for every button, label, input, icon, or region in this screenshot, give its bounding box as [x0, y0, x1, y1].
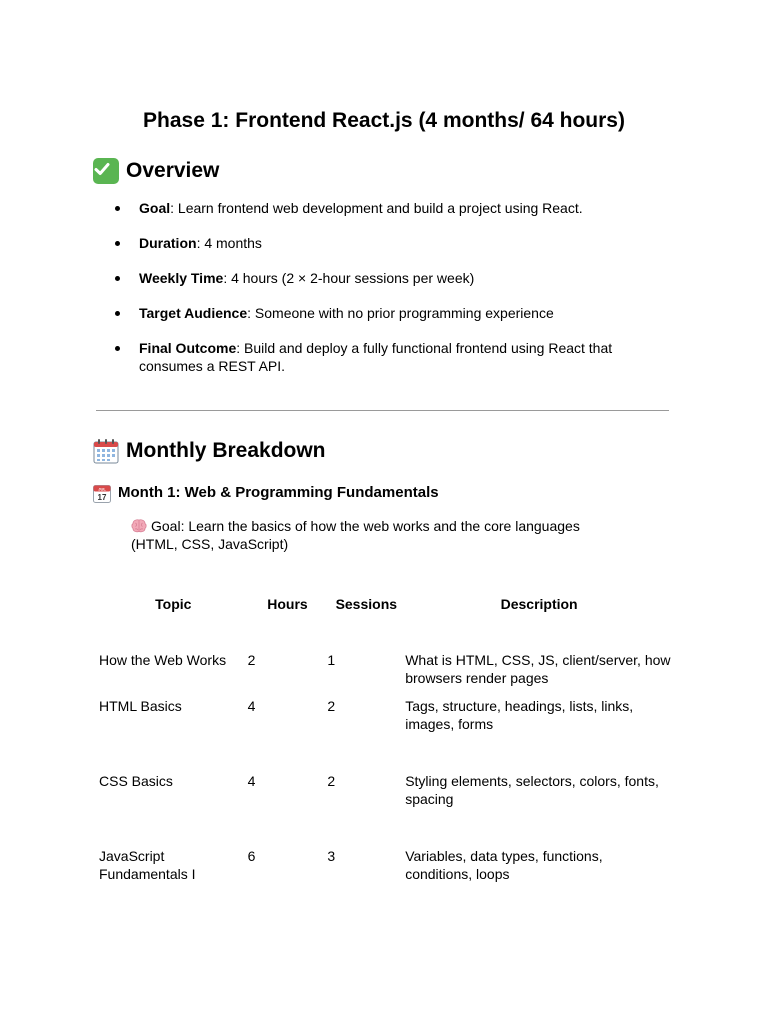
sessions-cell: 3	[327, 848, 336, 864]
col-header-hours: Hours	[267, 596, 308, 612]
spiral-calendar-icon	[93, 438, 119, 464]
goal-label: Goal	[139, 200, 171, 216]
topic-cell: JavaScript Fundamentals I	[99, 848, 196, 882]
list-item	[113, 304, 673, 322]
check-mark-icon	[93, 158, 119, 184]
monthly-breakdown-text: Monthly Breakdown	[126, 439, 326, 462]
overview-heading	[93, 157, 219, 185]
page-title: Phase 1: Frontend React.js (4 months/ 64 hours)	[143, 109, 625, 132]
final-outcome-text: : Build and deploy a fully functional frontend using React that consumes a REST API.	[139, 340, 613, 374]
description-cell: Tags, structure, headings, lists, links, images, forms	[405, 698, 634, 732]
hours-cell: 2	[247, 652, 256, 668]
description-cell: Styling elements, selectors, colors, fonts, spacing	[405, 773, 659, 807]
table-row	[93, 697, 673, 772]
calendar-day-text: 17	[97, 492, 107, 502]
table-row	[93, 847, 673, 922]
final-outcome-label: Final Outcome	[139, 340, 237, 356]
calendar-icon	[93, 484, 111, 503]
table-row	[93, 772, 673, 847]
table-row	[93, 622, 673, 697]
hours-cell: 4	[247, 698, 256, 714]
month1-goal-text: Goal: Learn the basics of how the web works and the core languages (HTML, CSS, JavaScript)	[131, 518, 580, 552]
topic-cell: HTML Basics	[99, 698, 182, 714]
list-item	[113, 269, 673, 287]
topic-cell: How the Web Works	[99, 652, 227, 668]
description-cell: What is HTML, CSS, JS, client/server, how browsers render pages	[405, 652, 671, 686]
list-item	[113, 339, 673, 375]
month1-topics-table	[93, 586, 673, 922]
weekly-time-text: : 4 hours (2 × 2-hour sessions per week)	[223, 270, 475, 286]
target-audience-text: : Someone with no prior programming experience	[247, 305, 554, 321]
weekly-time-label: Weekly Time	[139, 270, 224, 286]
duration-text: : 4 months	[196, 235, 262, 251]
sessions-cell: 2	[327, 773, 336, 789]
monthly-breakdown-heading	[93, 437, 326, 465]
description-cell: Variables, data types, functions, conditions, loops	[405, 848, 603, 882]
sessions-cell: 2	[327, 698, 336, 714]
month1-heading	[93, 483, 439, 503]
topic-cell: CSS Basics	[99, 773, 173, 789]
duration-label: Duration	[139, 235, 197, 251]
brain-icon	[131, 519, 147, 533]
hours-cell: 4	[247, 773, 256, 789]
list-item	[113, 199, 673, 217]
col-header-topic: Topic	[155, 596, 192, 612]
month1-goal	[131, 517, 611, 553]
hours-cell: 6	[247, 848, 256, 864]
section-divider	[96, 410, 669, 411]
overview-heading-text: Overview	[126, 159, 220, 182]
col-header-description: Description	[500, 596, 578, 612]
col-header-sessions: Sessions	[335, 596, 398, 612]
list-item	[113, 234, 673, 252]
calendar-month-text: JUL	[98, 485, 106, 491]
sessions-cell: 1	[327, 652, 336, 668]
goal-text: : Learn frontend web development and build a project using React.	[170, 200, 583, 216]
month1-heading-text: Month 1: Web & Programming Fundamentals	[118, 484, 439, 501]
overview-list	[113, 199, 673, 392]
table-header-row	[93, 586, 673, 622]
target-audience-label: Target Audience	[139, 305, 248, 321]
